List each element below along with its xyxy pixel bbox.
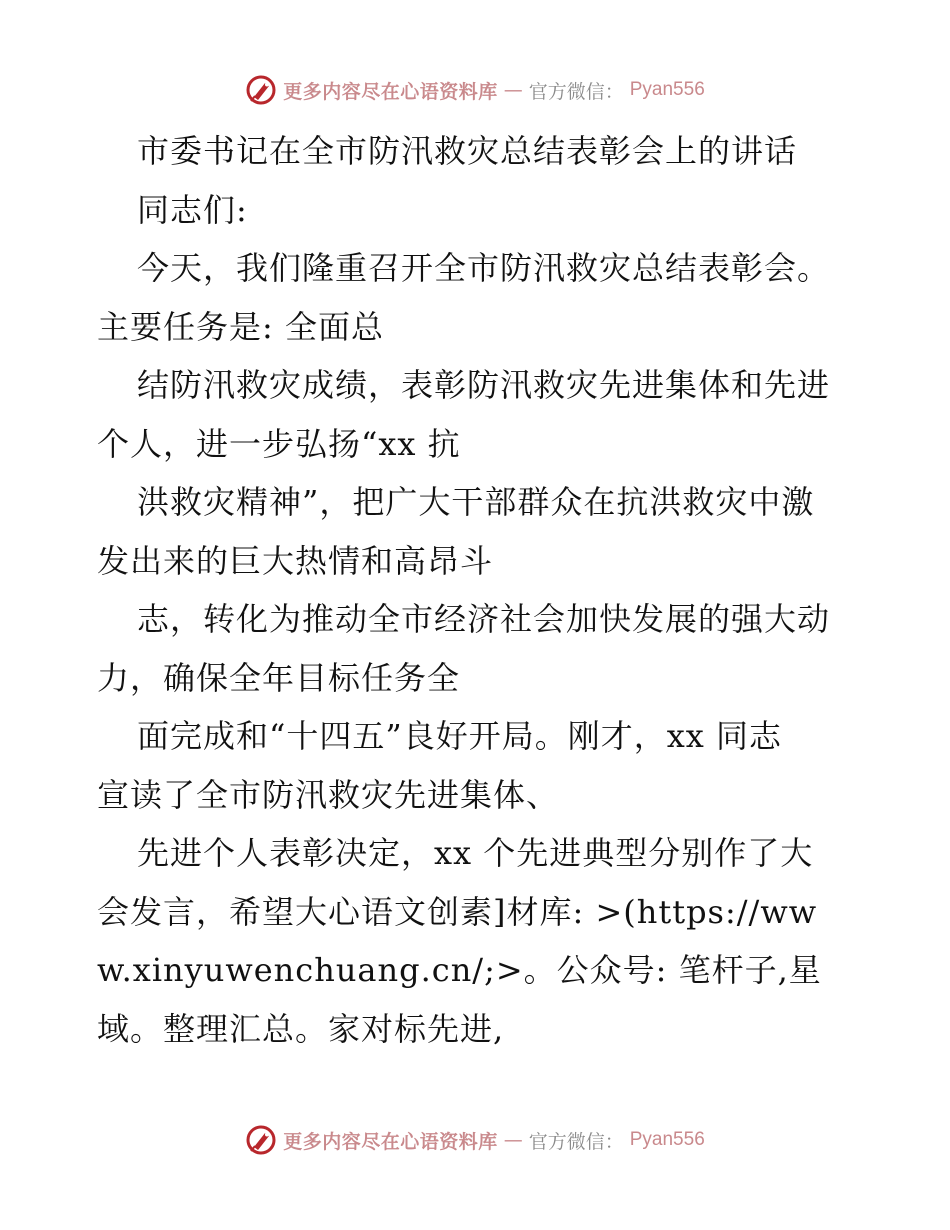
paragraph-line: 结防汛救灾成绩，表彰防汛救灾先进集体和先进 <box>137 366 831 404</box>
pen-logo-icon <box>245 1124 277 1156</box>
footer-banner-label: 官方微信： <box>528 1130 624 1153</box>
paragraph-line: 个人，进一步弘扬“xx 抗 <box>97 424 461 463</box>
paragraph-line: 发出来的巨大热情和高昂斗 <box>97 541 494 580</box>
header-banner-inner <box>245 74 705 106</box>
paragraph-line: 先进个人表彰决定，xx 个先进典型分别作了大 <box>137 834 814 872</box>
document-body <box>97 122 857 1058</box>
paragraph-line: 域。整理汇总。家对标先进, <box>97 1009 505 1048</box>
paragraph-line: 志，转化为推动全市经济社会加快发展的强大动 <box>137 600 831 638</box>
pen-logo-icon <box>245 74 277 106</box>
paragraph-line: w.xinyuwenchuang.cn/;>。公众号: 笔杆子,星 <box>97 951 822 989</box>
header-banner-wechat-id: Pyan556 <box>629 79 705 100</box>
salutation: 同志们: <box>137 190 248 229</box>
paragraph-line: 主要任务是: 全面总 <box>97 307 384 346</box>
footer-banner-title: 更多内容尽在心语资料库 <box>283 1130 498 1153</box>
footer-banner-inner <box>245 1124 705 1156</box>
paragraph-line: 洪救灾精神”，把广大干部群众在抗洪救灾中激 <box>137 483 815 521</box>
document-title: 市委书记在全市防汛救灾总结表彰会上的讲话 <box>137 132 798 170</box>
footer-banner-wechat-id: Pyan556 <box>629 1129 705 1150</box>
paragraph-line: 面完成和“十四五”良好开局。刚才，xx 同志 <box>137 717 782 755</box>
paragraph-line: 今天，我们隆重召开全市防汛救灾总结表彰会。 <box>137 249 831 287</box>
header-banner-label: 官方微信： <box>528 80 624 103</box>
footer-banner <box>0 1122 950 1158</box>
footer-banner-dash: — <box>503 1129 523 1151</box>
header-banner-title: 更多内容尽在心语资料库 <box>283 80 498 103</box>
header-banner-dash: — <box>503 79 523 101</box>
paragraph-line: 力，确保全年目标任务全 <box>97 658 461 697</box>
header-banner <box>0 72 950 108</box>
paragraph-line: 宣读了全市防汛救灾先进集体、 <box>97 775 560 814</box>
paragraph-line: 会发言，希望大心语文创素]材库: >(https://ww <box>97 892 818 931</box>
